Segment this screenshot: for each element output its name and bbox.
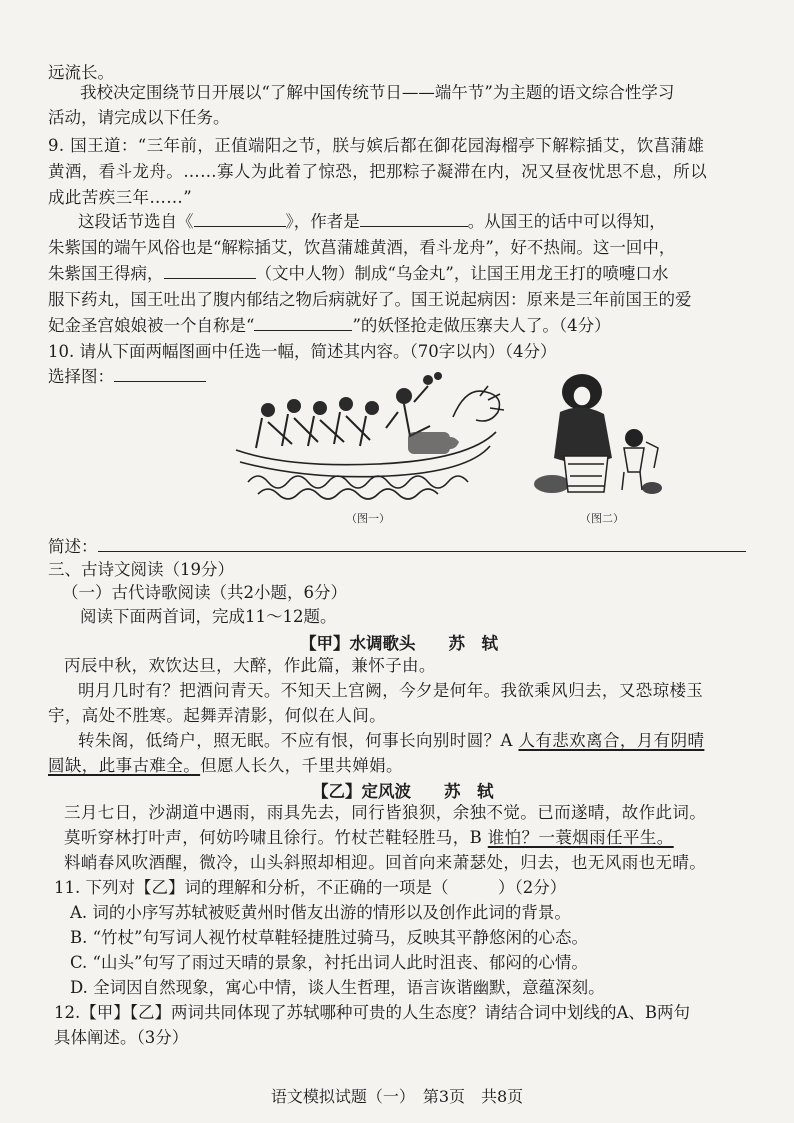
q9-para-line-3: 朱紫国王得病， （文中人物）制成“乌金丸”，让国王用龙王打的喷嚏口水 — [48, 264, 669, 283]
poem-a-line-4: 圆缺，此事古难全。但愿人长久，千里共婵娟。 — [48, 756, 403, 775]
q11-option-b[interactable]: B. “竹杖”句写词人视竹杖草鞋轻捷胜过骑马，反映其平静悠闲的心态。 — [70, 928, 588, 947]
page-footer: 语文模拟试题（一） 第3页 共8页 — [270, 1087, 524, 1106]
q9-para-line-5: 妃金圣宫娘娘被一个自称是“ ”的妖怪抢走做压寨夫人了。（4分） — [48, 316, 611, 335]
brief-answer: 简述： — [48, 536, 746, 558]
poem-a-preface: 丙辰中秋，欢饮达旦，大醉，作此篇，兼怀子由。 — [64, 656, 436, 675]
underlined-sentence-b: 谁怕？一蓑烟雨任平生。 — [487, 828, 674, 847]
intro-line-2: 活动，请完成以下任务。 — [48, 108, 230, 127]
q11-option-a[interactable]: A. 词的小序写苏轼被贬黄州时偕友出游的情形以及创作此词的背景。 — [70, 903, 571, 922]
author-blank[interactable] — [360, 212, 468, 227]
section-3-sub1: （一）古代诗歌阅读（共2小题，6分） — [62, 583, 347, 602]
poem-b-line-2: 料峭春风吹酒醒，微冷，山头斜照却相迎。回首向来萧瑟处，归去，也无风雨也无晴。 — [64, 853, 707, 872]
q9-para-line-1: 这段话节选自《 》，作者是 。从国王的话中可以得知， — [78, 212, 666, 231]
poem-b-preface: 三月七日，沙湖道中遇雨，雨具先去，同行皆狼狈，余独不觉。已而遂晴，故作此词。 — [64, 803, 707, 822]
figure-1-caption: （图一） — [346, 512, 390, 525]
q9-quote-2: 黄酒，看斗龙舟。……寡人为此着了惊恐，把那粽子凝滞在内，况又昼夜忧思不息，所以 — [48, 162, 708, 181]
q9-quote-1: 9. 国王道：“三年前，正值端阳之节，朕与嫔后都在御花园海榴亭下解粽插艾，饮菖蒲雄 — [48, 136, 705, 155]
book-title-blank[interactable] — [194, 212, 286, 227]
q9-quote-3: 成此苦疾三年……” — [48, 188, 193, 207]
character-blank[interactable] — [164, 264, 256, 279]
q12-stem-line-2: 具体阐述。（3分） — [54, 1028, 189, 1047]
making-zongzi-illustration — [524, 372, 674, 498]
brief-answer-line[interactable] — [98, 537, 746, 552]
poem-b-line-1: 莫听穿林打叶声，何妨吟啸且徐行。竹杖芒鞋轻胜马，B 谁怕？一蓑烟雨任平生。 — [64, 828, 674, 847]
demon-name-blank[interactable] — [254, 316, 352, 331]
q9-para-line-4: 服下药丸，国王吐出了腹内郁结之物后病就好了。国王说起病因：原来是三年前国王的爱 — [48, 290, 692, 309]
poem-a-line-2: 宇，高处不胜寒。起舞弄清影，何似在人间。 — [48, 706, 386, 725]
section-3-instruction: 阅读下面两首词，完成11～12题。 — [80, 607, 337, 626]
q11-stem: 11. 下列对【乙】词的理解和分析，不正确的一项是（ ）（2分） — [54, 878, 567, 897]
intro-line-1: 我校决定围绕节日开展以“了解中国传统节日——端午节”为主题的语文综合性学习 — [80, 83, 675, 102]
poem-a-line-3: 转朱阁，低绮户，照无眠。不应有恨，何事长向别时圆？A 人有悲欢离合，月有阴晴 — [78, 731, 705, 750]
poem-b-title: 【乙】定风波 苏 轼 — [312, 782, 494, 801]
underlined-sentence-a-part1: 人有悲欢离合，月有阴晴 — [518, 731, 705, 750]
top-fragment: 远流长。 — [48, 63, 114, 82]
figure-2-caption: （图二） — [580, 512, 624, 525]
q9-para-line-2: 朱紫国的端午风俗也是“解粽插艾，饮菖蒲雄黄酒，看斗龙舟”，好不热闹。这一回中， — [48, 238, 676, 257]
q11-option-c[interactable]: C. “山头”句写了雨过天晴的景象，衬托出词人此时沮丧、郁闷的心情。 — [70, 953, 588, 972]
q11-option-d[interactable]: D. 全词因自然现象，寓心中情，谈人生哲理，语言诙谐幽默，意蕴深刻。 — [70, 978, 605, 997]
poem-a-line-1: 明月几时有？把酒问青天。不知天上宫阙，今夕是何年。我欲乘风归去，又恐琼楼玉 — [78, 681, 704, 700]
dragon-boat-illustration — [228, 372, 520, 502]
poem-a-title: 【甲】水调歌头 苏 轼 — [300, 634, 498, 653]
q10-choose: 选择图： — [48, 366, 206, 388]
underlined-sentence-a-part2: 圆缺，此事古难全。 — [48, 756, 201, 775]
choose-figure-blank[interactable] — [114, 367, 206, 382]
q10-stem: 10. 请从下面两幅图画中任选一幅，简述其内容。（70字以内）（4分） — [48, 342, 557, 361]
section-3-heading: 三、古诗文阅读（19分） — [48, 560, 234, 579]
q12-stem-line-1: 12.【甲】【乙】两词共同体现了苏轼哪种可贵的人生态度？请结合词中划线的A、B两句 — [54, 1003, 691, 1022]
